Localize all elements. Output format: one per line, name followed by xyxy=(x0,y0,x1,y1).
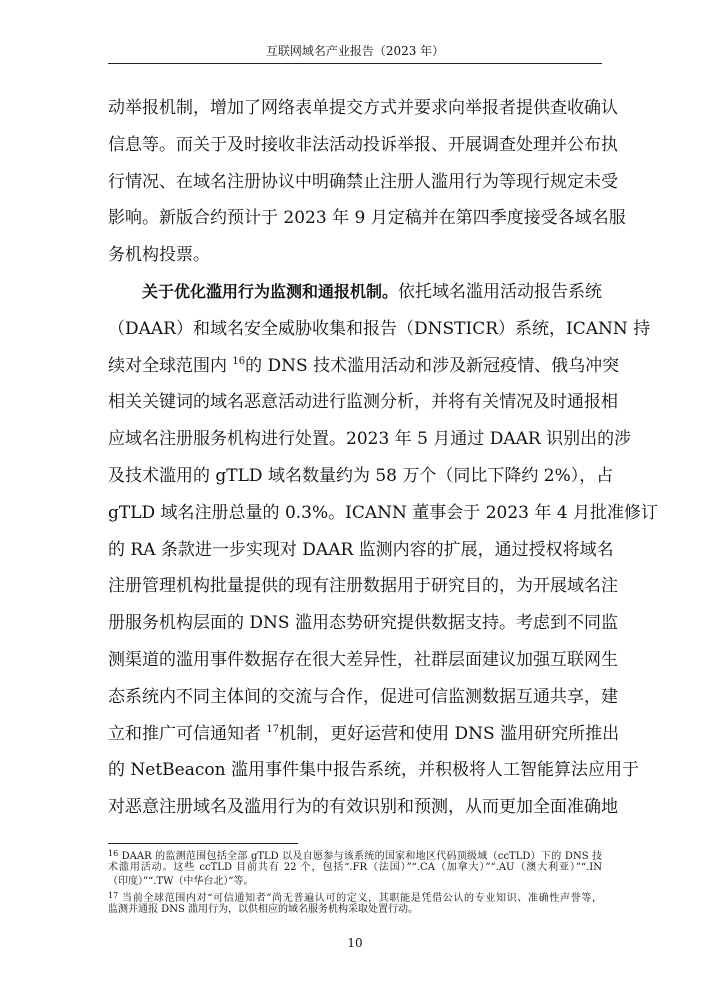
text-line: 的 RA 条款进一步实现对 DAAR 监测内容的扩展，通过授权将域名 xyxy=(108,539,614,560)
text-line: 务机构投票。 xyxy=(108,245,210,266)
text-line: 对恶意注册域名及滥用行为的有效识别和预测，从而更加全面准确地 xyxy=(108,797,618,818)
text-line: 应域名注册服务机构进行处置。2023 年 5 月通过 DAAR 识别出的涉 xyxy=(108,429,632,450)
footnote-marker: 17 xyxy=(108,891,119,900)
paragraph-first-line xyxy=(108,274,602,311)
text-span: 的 DNS 技术滥用活动和涉及新冠疫情、俄乌冲突 xyxy=(245,355,620,376)
text-line: 注册管理机构批量提供的现有注册数据用于研究目的，为开展域名注 xyxy=(108,576,618,597)
footnotes xyxy=(108,847,602,917)
text-line: 影响。新版合约预计于 2023 年 9 月定稿并在第四季度接受各域名服 xyxy=(108,208,626,229)
footnote-line xyxy=(108,847,602,861)
text-line: 及技术滥用的 gTLD 域名数量约为 58 万个（同比下降约 2%），占 xyxy=(108,465,614,486)
text-line: 的 NetBeacon 滥用事件集中报告系统，并积极将人工智能算法应用于 xyxy=(108,760,639,781)
paragraph-heading: 关于优化滥用行为监测和通报机制。 xyxy=(142,281,399,301)
text-line: 态系统内不同主体间的交流与合作，促进可信监测数据互通共享，建 xyxy=(108,686,618,707)
text-line: 册服务机构层面的 DNS 滥用态势研究提供数据支持。考虑到不同监 xyxy=(108,613,618,634)
text-span: 续对全球范围内 xyxy=(108,355,233,376)
header-rule xyxy=(108,63,602,64)
text-line: 动举报机制，增加了网络表单提交方式并要求向举报者提供查收确认 xyxy=(108,98,618,118)
text-line: （DAAR）和域名安全威胁收集和报告（DNSTICR）系统，ICANN 持 xyxy=(108,318,651,339)
text-line: 测渠道的滥用事件数据存在很大差异性，社群层面建议加强互联网生 xyxy=(108,649,618,670)
text-span: 机制，更好运营和使用 DNS 滥用研究所推出 xyxy=(279,723,620,744)
footnote-ref: 17 xyxy=(266,723,280,735)
page-number: 10 xyxy=(347,936,363,950)
text-line xyxy=(108,716,620,753)
text-line: 信息等。而关于及时接收非法活动投诉举报、开展调查处理并公布执 xyxy=(108,134,618,155)
footnote-marker: 16 xyxy=(108,849,119,858)
text-line xyxy=(108,348,620,385)
footnote-line: 监测并通报 DNS 滥用行为，以供相应的域名服务机构采取处置行动。 xyxy=(108,904,418,915)
footnote-line xyxy=(108,889,602,903)
text-line: 行情况、在域名注册协议中明确禁止注册人滥用行为等现行规定未受 xyxy=(108,171,618,192)
footnote-ref: 16 xyxy=(232,355,246,367)
body-text xyxy=(108,90,658,826)
footnote-text: 当前全球范围内对“可信通知者”尚无普遍认可的定义，其职能是凭借公认的专业知识、准确性声誉等， xyxy=(122,893,602,904)
footnote-text: DAAR 的监测范围包括全部 gTLD 以及自愿参与该系统的国家和地区代码顶级域（ccTLD）下的 DNS 技 xyxy=(121,851,602,862)
footnote-line: 术滥用活动。这些 ccTLD 目前共有 22 个，包括“.FR（法国）”“.CA（加拿大）”“.AU（澳大利亚）”“.IN xyxy=(108,862,602,873)
footnote-line: （印度）”“.TW（中华台北）”等。 xyxy=(108,876,254,887)
text-span: 依托域名滥用活动报告系统 xyxy=(398,281,603,302)
running-header: 互联网域名产业报告（2023 年） xyxy=(265,44,445,58)
footnote-rule xyxy=(108,843,298,844)
text-line: 相关关键词的域名恶意活动进行监测分析，并将有关情况及时通报相 xyxy=(108,392,618,413)
text-span: 立和推广可信通知者 xyxy=(108,723,267,744)
text-line: gTLD 域名注册总量的 0.3%。ICANN 董事会于 2023 年 4 月批准修订 xyxy=(108,502,658,523)
